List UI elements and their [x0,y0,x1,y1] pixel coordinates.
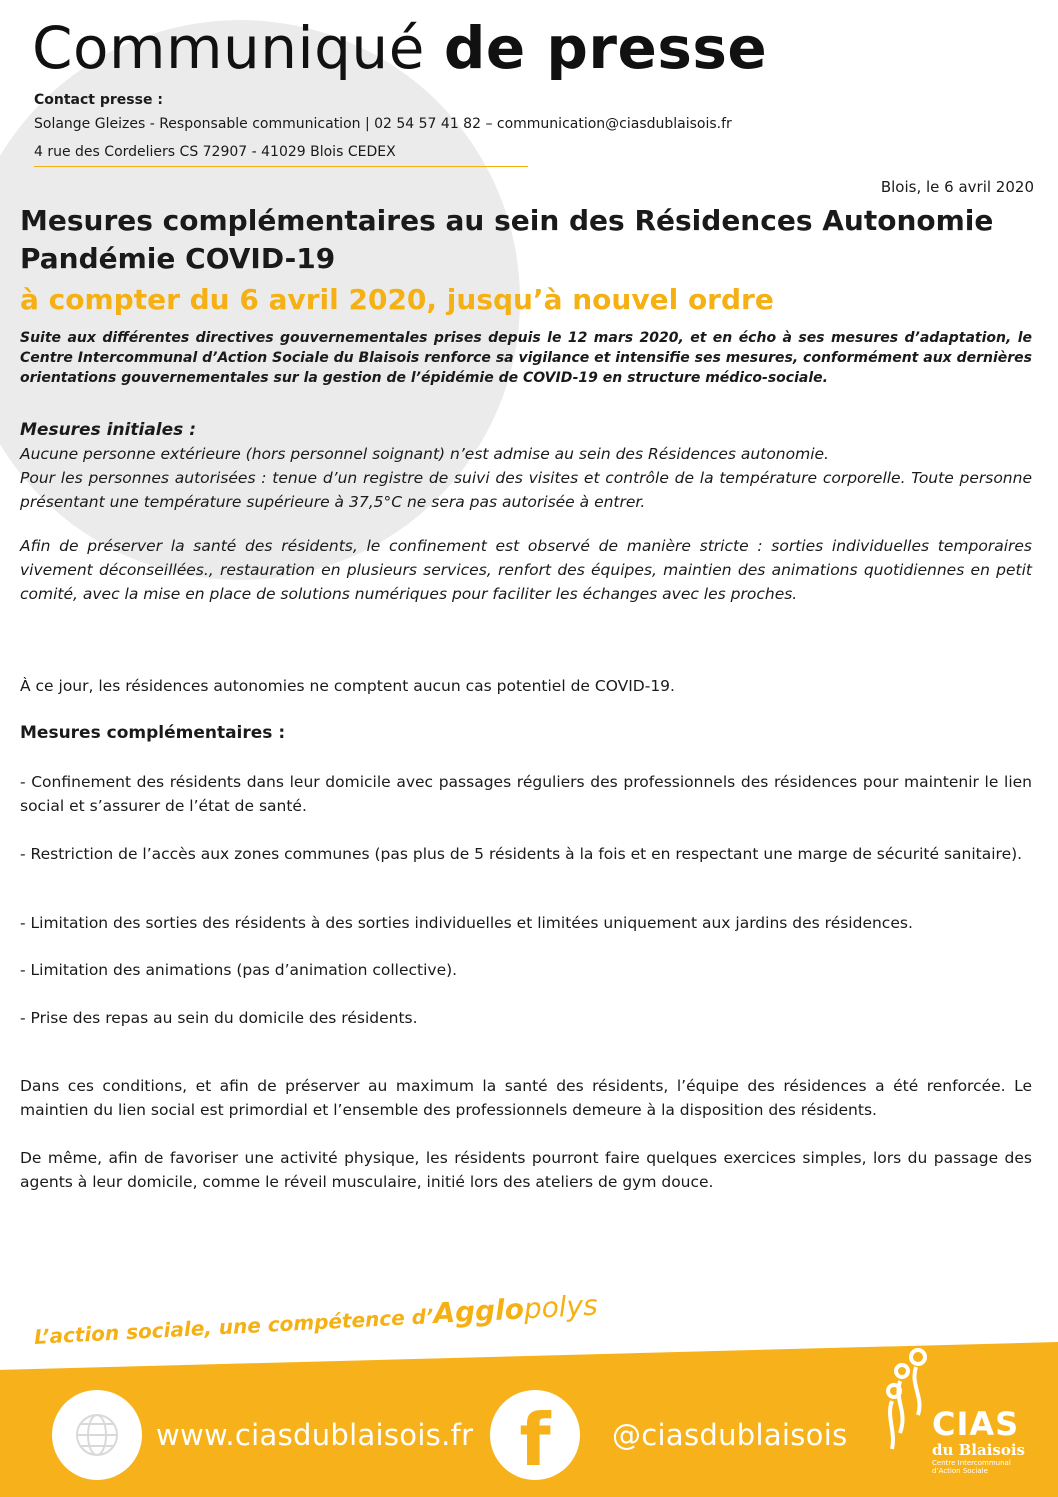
social-handle[interactable]: @ciasdublaisois [612,1418,848,1452]
contact-label: Contact presse : [34,92,163,108]
address-line: 4 rue des Cordeliers CS 72907 - 41029 Blois CEDEX [34,144,396,160]
agglopolys-logo: Agglopolys [432,1288,599,1331]
contact-line: Solange Gleizes - Responsable communication | 02 54 57 41 82 – communication@ciasdublaisois.fr [34,116,732,132]
tagline-text: L’action sociale, une compétence d’ [33,1304,435,1349]
complementary-item-5: - Prise des repas au sein du domicile des résidents. [20,1009,418,1027]
facebook-icon[interactable]: f [490,1390,580,1480]
initial-measures-heading: Mesures initiales : [20,420,196,440]
contact-block [34,88,732,164]
complementary-item-4: - Limitation des animations (pas d’animation collective). [20,961,458,979]
logo-name: CIAS [932,1405,1020,1443]
logo-small-text: Centre Intercommunal d’Action Sociale [932,1459,1011,1475]
complementary-heading: Mesures complémentaires : [20,723,286,743]
header-divider [34,166,528,167]
page-title [32,14,767,82]
release-date: Blois, le 6 avril 2020 [880,178,1034,196]
initial-measures-p3-block [20,534,1032,606]
initial-measures-p3: Afin de préserver la santé des résidents, le confinement est observé de manière stricte : sorties individuelles temporaires vivement déconseillées., restauration en plusieurs services, renfort des équipes, maintien des animations quotidiennes en petit comité, avec la mise en place de solutions numériques pour faciliter les échanges avec les proches. [20,537,1032,603]
initial-measures-section [20,418,1032,514]
headline-line-1: Mesures complémentaires au sein des Résidences Autonomie [20,204,994,237]
cias-logo-figures [880,1345,940,1455]
initial-measures-p1: Aucune personne extérieure (hors personnel soignant) n’est admise au sein des Résidences autonomie. [20,445,829,463]
globe-icon[interactable] [52,1390,142,1480]
headline-subtitle: à compter du 6 avril 2020, jusqu’à nouvel ordre [20,283,774,316]
closing-paragraph-1: Dans ces conditions, et afin de préserver au maximum la santé des résidents, l’équipe des résidences a été renforcée. Le maintien du lien social est primordial et l’ensemble des professionnels demeure à la disposition des résidents. [20,1077,1032,1119]
complementary-item-2: - Restriction de l’accès aux zones communes (pas plus de 5 résidents à la fois et en respectant une marge de sécurité sanitaire). [20,845,1023,863]
complementary-item-3: - Limitation des sorties des résidents à des sorties individuelles et limitées uniquement aux jardins des résidences. [20,914,913,932]
footer-tagline [33,1288,598,1350]
website-link[interactable]: www.ciasdublaisois.fr [156,1418,474,1452]
title-regular: Communiqué [32,14,444,82]
cias-logo [880,1345,1040,1490]
headline-line-2: Pandémie COVID-19 [20,242,336,275]
title-bold: de presse [443,14,768,82]
status-paragraph: À ce jour, les résidences autonomies ne comptent aucun cas potentiel de COVID-19. [20,677,675,695]
intro-paragraph: Suite aux différentes directives gouvernementales prises depuis le 12 mars 2020, et en écho à ses mesures d’adaptation, le Centre Intercommunal d’Action Sociale du Blaisois renforce sa vigilance et intensifie ses mesures, conformément aux dernières orientations gouvernementales sur la gestion de l’épidémie de COVID-19 en structure médico-sociale. [20,330,1032,386]
headline [20,202,1040,278]
complementary-item-1: - Confinement des résidents dans leur domicile avec passages réguliers des professionnels des résidences pour maintenir le lien social et s’assurer de l’état de santé. [20,773,1032,815]
initial-measures-p2: Pour les personnes autorisées : tenue d’un registre de suivi des visites et contrôle de la température corporelle. Toute personne présentant une température supérieure à 37,5°C ne sera pas autorisée à entrer. [20,469,1032,511]
logo-subtitle: du Blaisois [932,1441,1026,1459]
closing-paragraph-2: De même, afin de favoriser une activité physique, les résidents pourront faire quelques exercices simples, lors du passage des agents à leur domicile, comme le réveil musculaire, initié lors des ateliers de gym douce. [20,1149,1032,1191]
